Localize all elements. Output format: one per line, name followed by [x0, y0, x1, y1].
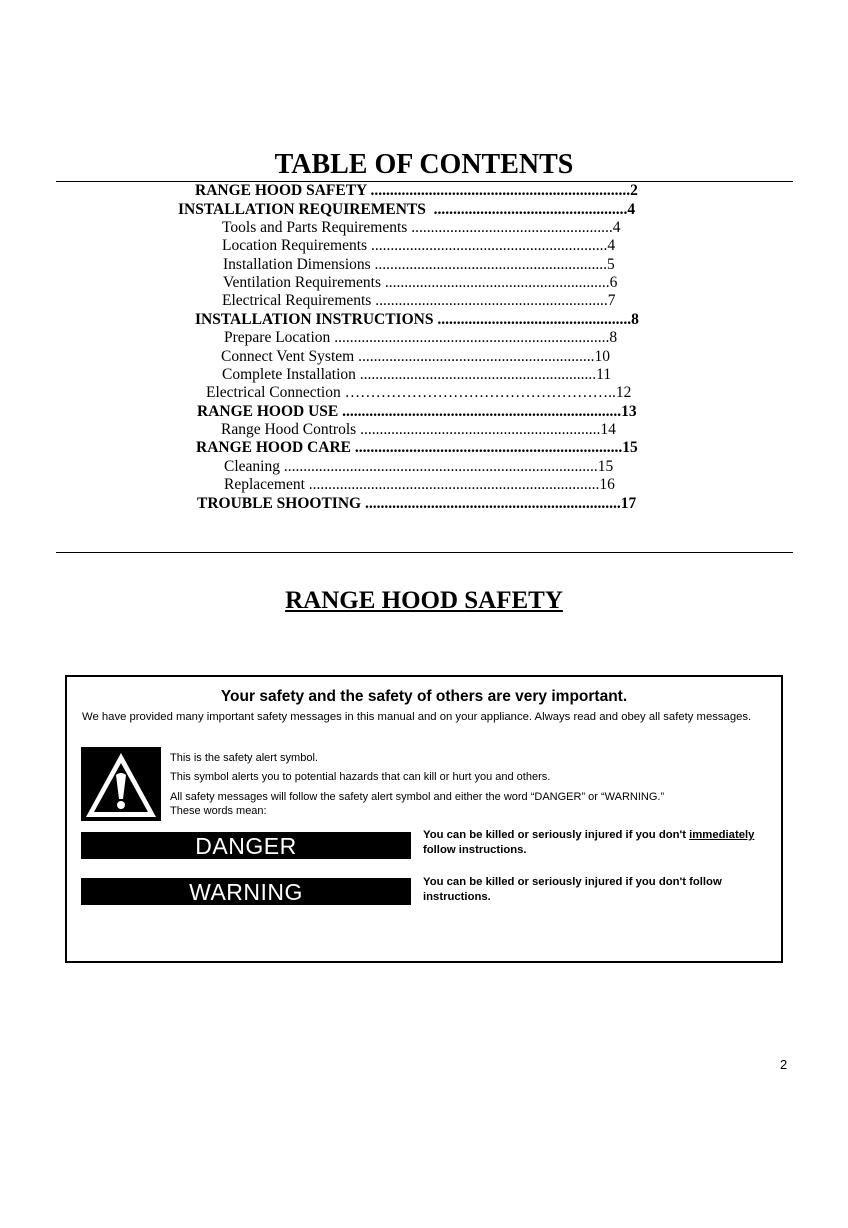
section-title: RANGE HOOD SAFETY — [285, 587, 563, 614]
alert-line: All safety messages will follow the safety alert symbol and either the word “DANGER” or “WARNING.” — [170, 791, 665, 803]
safety-alert-icon — [81, 747, 161, 821]
toc-entry: Location Requirements .............................................................4 — [222, 237, 616, 254]
page-number: 2 — [780, 1057, 788, 1072]
warning-message: You can be killed or seriously injured if you don't follow instructions. — [423, 876, 722, 903]
toc-entry: RANGE HOOD USE ........................................................................13 — [197, 403, 637, 420]
toc-entry: Replacement ...........................................................................16 — [224, 476, 615, 493]
danger-label: DANGER — [81, 832, 411, 859]
safety-heading: Your safety and the safety of others are very important. — [220, 688, 628, 705]
toc-entry: Ventilation Requirements ..........................................................6 — [223, 274, 618, 291]
toc-entry: TROUBLE SHOOTING ..................................................................17 — [197, 495, 637, 512]
toc-entry: INSTALLATION REQUIREMENTS ..................................................4 — [178, 201, 636, 218]
warning-label: WARNING — [81, 878, 411, 905]
toc-entry: Complete Installation .............................................................11 — [222, 366, 612, 383]
toc-entry: Electrical Requirements ............................................................7 — [222, 292, 616, 309]
toc-entry: RANGE HOOD SAFETY ...................................................................2 — [195, 182, 638, 199]
toc-entry: Range Hood Controls ..............................................................14 — [221, 421, 616, 438]
toc-entry: Connect Vent System .............................................................10 — [221, 348, 610, 365]
toc-entry: INSTALLATION INSTRUCTIONS ..................................................8 — [195, 311, 639, 328]
toc-entry: Tools and Parts Requirements ....................................................4 — [222, 219, 621, 236]
toc-title: TABLE OF CONTENTS — [274, 149, 574, 180]
toc-entry: Installation Dimensions ............................................................5 — [223, 256, 615, 273]
safety-intro: We have provided many important safety messages in this manual and on your appliance. Always read and obey all safety messages. — [82, 711, 752, 723]
toc-entry: RANGE HOOD CARE .....................................................................15 — [196, 439, 638, 456]
toc-entry: Prepare Location .......................................................................8 — [224, 329, 618, 346]
alert-line: This symbol alerts you to potential hazards that can kill or hurt you and others. — [170, 771, 551, 783]
bottom-divider — [56, 552, 793, 553]
danger-message: You can be killed or seriously injured if you don't immediately follow instructions. — [423, 829, 755, 856]
toc-entry: Electrical Connection ……………………………………………..12 — [206, 384, 632, 401]
toc-entry: Cleaning .................................................................................15 — [224, 458, 614, 475]
alert-line: This is the safety alert symbol. — [170, 752, 318, 764]
alert-line: These words mean: — [170, 805, 267, 817]
